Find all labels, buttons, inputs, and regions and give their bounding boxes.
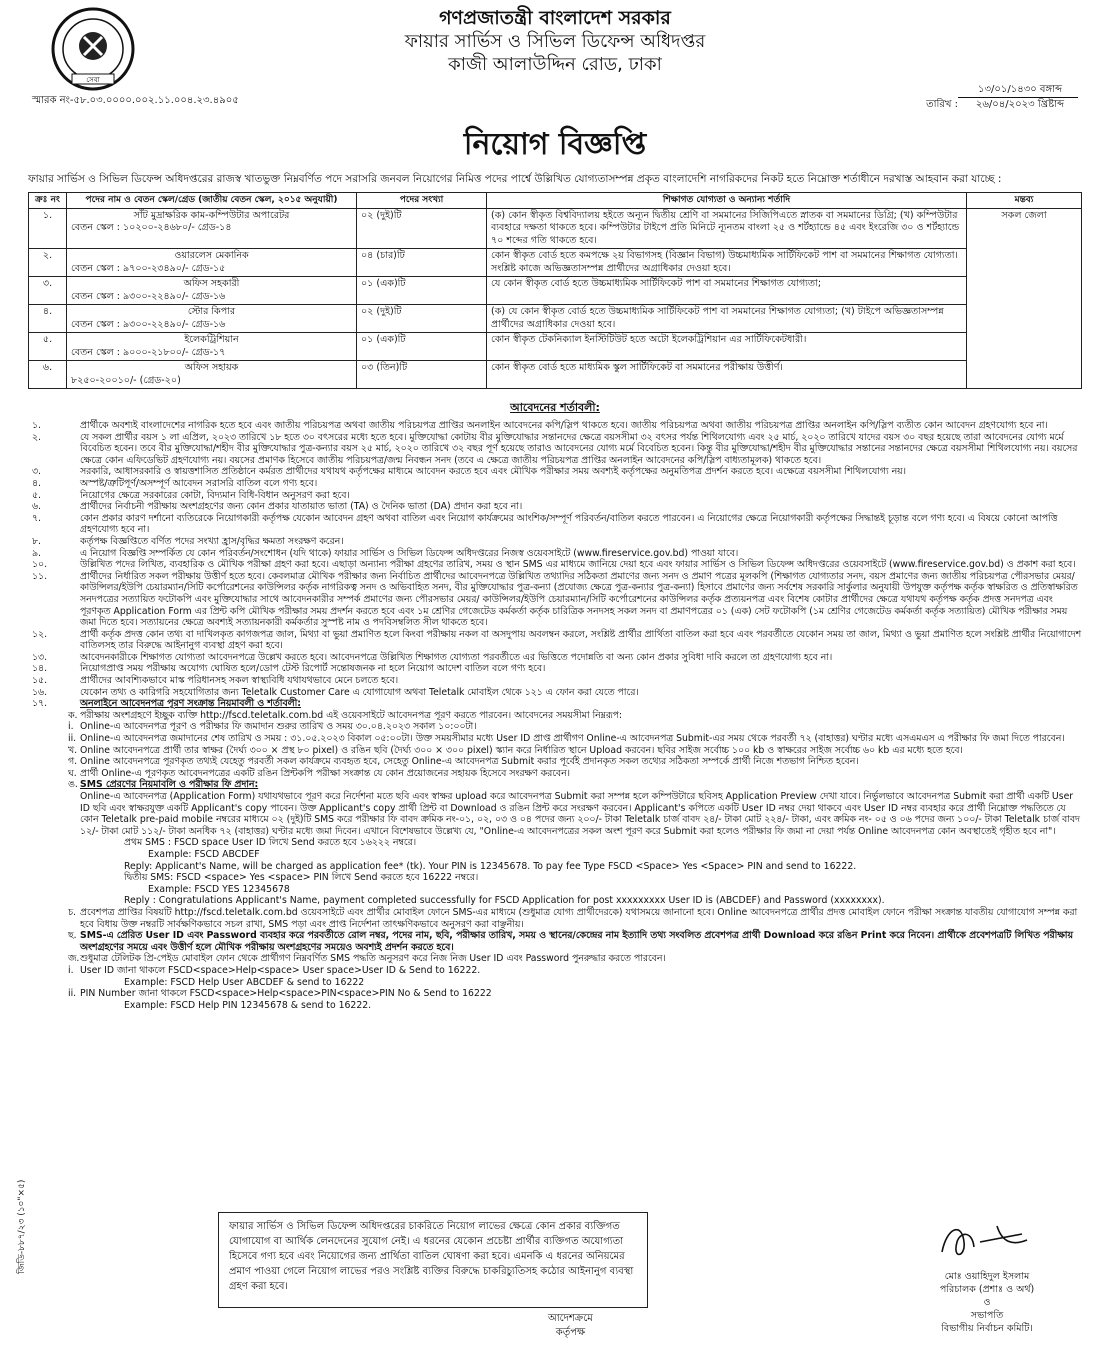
row-qualification: (ক) যে কোন স্বীকৃত বোর্ড হতে উচ্চমাধ্যমিক সার্টিফিকেট পাশ বা সমমানের শিক্ষাগত যোগ্যতা; (খ) টাইপে অভিজ্ঞতাসম্পন্ন প্রার্থীদের অগ্রাধিকার দেওয়া হবে। xyxy=(487,305,967,333)
row-qualification: (ক) কোন স্বীকৃত বিশ্ববিদ্যালয় হইতে অন্যূন দ্বিতীয় শ্রেণি বা সমমানের সিজিপিএতে স্নাতক বা সমমানের ডিগ্রি; (খ) কম্পিউটার ব্যবহারে দক্ষতা থাকতে হবে। কম্পিউটার টাইপে প্রতি মিনিটে ন্যূনতম বাংলা ২৫ ও শর্টহ্যান্ডে ৪৫ এবং ইংরেজি ৩০ ও শর্টহ্যান্ডে ৭০ শব্দের গতি থাকতে হবে। xyxy=(487,208,967,249)
row-count: ০২ (দুই)টি xyxy=(357,208,487,249)
online-rule-item xyxy=(28,721,1082,733)
sms-first-label: প্রথম SMS : xyxy=(124,837,171,849)
condition-item xyxy=(28,536,1082,548)
online-rule-item xyxy=(28,779,1082,791)
rule-number: ঙ. xyxy=(68,779,78,791)
recovery-example: Example: FSCD Help User ABCDEF & send to 16222 xyxy=(124,976,365,988)
conditions-list xyxy=(28,420,1082,1011)
row-qualification: কোন স্বীকৃত টেকনিক্যাল ইনস্টিটিউট হতে অটো ইলেকট্রিশিয়ান এর সার্টিফিকেটধারী। xyxy=(487,333,967,361)
row-count: ০৪ (চার)টি xyxy=(357,249,487,277)
row-remark: সকল জেলা xyxy=(967,208,1082,389)
condition-text: নিয়োগপ্রাপ্ত সময় পরীক্ষায় অযোগ্য ঘোষিত হলে/ডোপ টেস্ট রিপোর্ট সন্তোষজনক না হলে নিয়োগ আদেশ বাতিল বলে গণ্য হবে। xyxy=(80,663,546,675)
condition-item xyxy=(28,675,1082,687)
post-name: ইলেকট্রিশিয়ান xyxy=(184,334,239,345)
condition-number: ১০. xyxy=(32,559,48,571)
table-row xyxy=(29,208,1082,249)
condition-item xyxy=(28,466,1082,478)
condition-item xyxy=(28,571,1082,629)
online-rule-item xyxy=(28,930,1082,953)
rule-number: ছ. xyxy=(68,930,77,942)
condition-text: আবেদনকারীকে শিক্ষাগত যোগ্যতা আবেদনপত্রে উল্লেখ করতে হবে। আবেদনপত্রে উল্লিখিত শিক্ষাগত যোগ্যতা পরবর্তীতে এর ভিত্তিতে পদোন্নতি বা অন্য কোন প্রকার সুবিধা দাবি করলে তা গ্রহণযোগ্য হবে না। xyxy=(80,651,833,663)
notice-intro: ফায়ার সার্ভিস ও সিভিল ডিফেন্স অধিদপ্তরের রাজস্ব খাতভুক্ত নিম্নবর্ণিত পদে সরাসরি জনবল নিয়োগের নিমিত্ত পদের পার্শ্বে উল্লিখিত যোগ্যতাসম্পন্ন প্রকৃত বাংলাদেশি নাগরিকদের নিকট হতে নিম্নোক্ত শর্তাধীনে দরখাস্ত আহবান করা যাচ্ছে : xyxy=(28,173,1002,185)
vacancy-table xyxy=(28,192,1082,389)
post-name: অফিস সহকারী xyxy=(183,278,240,289)
post-name: ওয়ারলেস মেকানিক xyxy=(174,250,249,261)
date-english: ২৬/০৪/২০২৩ খ্রিষ্টাব্দ xyxy=(975,99,1065,110)
date-bangla: ১৩/০১/১৪৩০ বঙ্গাব্দ xyxy=(958,83,1078,98)
order-by xyxy=(548,1312,593,1340)
post-name: সাঁট মুদ্রাক্ষরিক কাম-কম্পিউটার অপারেটর xyxy=(133,209,290,221)
condition-number: ১৪. xyxy=(32,663,48,675)
conditions-title: আবেদনের শর্তাবলী: xyxy=(510,401,600,414)
condition-number: ১১. xyxy=(32,570,48,582)
rule-number: ii. xyxy=(68,733,77,745)
condition-text: উল্লিখিত পদের লিখিত, ব্যবহারিক ও মৌখিক পরীক্ষা গ্রহণ করা হবে। এছাড়া অন্যান্য পরীক্ষা গ্রহণের তারিখ, সময় ও স্থান SMS এর মাধ্যমে জানিয়ে দেয়া হবে এবং ফায়ার সার্ভিস ও সিভিল ডিফেন্স অধিদপ্তরের ওয়েবসাইটে (www.fireservice.gov.bd) ও প্রকাশ করা হবে। xyxy=(80,559,1076,571)
rule-number: ক. xyxy=(68,709,78,721)
condition-text: প্রার্থীদের নির্ধারিত সকল পরীক্ষায় উত্তীর্ণ হতে হবে। কেবলমাত্র মৌখিক পরীক্ষার জন্য নির্বাচিত প্রার্থীদের আবেদনপত্রে উল্লিখিত তথ্যাদির সঠিকতা প্রমাণের জন্য সনদ ও প্রমাণ পত্রের মূলকপি (শিক্ষাগত যোগ্যতার সনদ, বয়স প্রমাণের জন্য জাতীয় পরিচয়পত্র পৌরসভার মেয়র/কাউন্সিলর/ইউপি চেয়ারম্যান/সিটি কর্পোরেশনের কাউন্সিলর কর্তৃক নাগরিকত্ব সনদ ও অভিবাহিত সনদ, বীর মুক্তিযোদ্ধার পুত্র-কন্যা (প্রযোজ্য ক্ষেত্রে পুত্র-কন্যার পুত্র-কন্যা) হিসাবে প্রমাণের জন্য সর্বশেষ সরকারি সার্কুলার অনুযায়ী উপযুক্ত কর্তৃপক্ষ কর্তৃক স্বাক্ষরিত ও প্রতিস্বাক্ষরিত সনদপত্রের সত্যায়িত ফটোকপি এবং মুক্তিযোদ্ধার সাথে আবেদনকারীর সম্পর্ক প্রমাণের জন্য পৌরসভার মেয়র/ কাউন্সিলর/ইউপি চেয়ারম্যান/সিটি কর্পোরেশনের কাউন্সিলর কর্তৃক প্রত্যয়নপত্র এবং বিশেষ কোটার প্রার্থীদের ক্ষেত্রে যথাযথ কর্তৃপক্ষ কর্তৃক প্রদত্ত সনদপত্র এবং পূরণকৃত Application Form এর প্রিন্ট কপি মৌখিক পরীক্ষার সময় প্রদর্শন করতে হবে এবং ১ম শ্রেণির গেজেটেড কর্মকর্তা কর্তৃক চারিত্রিক সনদসহ সকল সনদ বা প্রমাণপত্রের ০১ (এক) সেট ফটোকপি (১ম শ্রেণির গেজেটেড কর্মকর্তা কর্তৃক সত্যায়িত) মৌখিক পরীক্ষার সময় জমা দিতে হবে। সত্যায়নের ক্ষেত্রে অবশ্যই সত্যায়নকারী কর্মকর্তার সুস্পষ্ট নাম ও পদবিসম্বলিত সীল থাকতে হবে। xyxy=(80,570,1078,629)
pay-scale: ৮২৫০-২০০১০/- (গ্রেড-২০) xyxy=(71,374,181,386)
rule-text: পরীক্ষায় অংশগ্রহণে ইচ্ছুক ব্যক্তি http://fscd.teletalk.com.bd এই ওয়েবসাইটে আবেদনপত্র পূরণ করতে পারবেন। আবেদনের সময়সীমা নিম্নরূপ: xyxy=(80,709,623,721)
condition-number: ১. xyxy=(32,420,41,431)
row-serial: ২. xyxy=(29,249,67,277)
row-post xyxy=(67,277,357,305)
row-serial: ৬. xyxy=(29,361,67,389)
condition-item xyxy=(28,478,1082,490)
online-rule-item xyxy=(28,745,1082,757)
row-count: ০১ (এক)টি xyxy=(357,333,487,361)
condition-number: ১৬. xyxy=(32,686,48,698)
col-post-name: পদের নাম ও বেতন স্কেল/গ্রেড (জাতীয় বেতন স্কেল, ২০১৫ অনুযায়ী) xyxy=(67,193,357,209)
reply-text: Applicant's Name, will be charged as application fee* (tk). Your PIN is 12345678. To pay fee Type FSCD <Space> Yes <Space> PIN and send to 16222. xyxy=(155,860,857,872)
condition-text: অস্পষ্ট/ত্রুটিপূর্ণ/অসম্পূর্ণ আবেদন সরাসরি বাতিল বলে গণ্য হবে। xyxy=(80,477,318,489)
condition-number: ২. xyxy=(32,431,41,443)
condition-item xyxy=(28,501,1082,513)
condition-item xyxy=(28,698,1082,710)
date-label: তারিখ : xyxy=(926,99,958,110)
row-qualification: কোন স্বীকৃত বোর্ড হতে কমপক্ষে ২য় বিভাগসহ (বিজ্ঞান বিভাগ) উচ্চমাধ্যমিক সার্টিফিকেট পাশ বা সমমানের শিক্ষাগত যোগ্যতা। সংশ্লিষ্ট কাজে অভিজ্ঞতাসম্পন্ন প্রার্থীদের অগ্রাধিকার দেওয়া হবে। xyxy=(487,249,967,277)
condition-item xyxy=(28,513,1082,536)
signatory-committee: বিভাগীয় নির্বাচন কমিটি। xyxy=(941,1323,1033,1334)
notice-footer xyxy=(17,1179,1082,1342)
sms-instructions-text: Online-এ আবেদনপত্র (Application Form) যথাযথভাবে পূরণ করে নির্দেশনা মতে ছবি এবং স্বাক্ষর upload করে আবেদনপত্র Submit করা সম্পন্ন হলে কম্পিউটারে ছবিসহ Application Preview দেখা যাবে। নির্ভুলভাবে আবেদনপত্র Submit করা প্রার্থী একটি User ID ছবি এবং স্বাক্ষরযুক্ত একটি Applicant's copy পাবেন। উক্ত Applicant's copy প্রার্থী প্রিন্ট বা Download ও রঙিন প্রিন্ট করে সংরক্ষণ করবেন। Applicant's কপিতে একটি User ID নম্বর দেয়া থাকবে এবং User ID নম্বর ব্যবহার করে প্রার্থী নিম্নোক্ত পদ্ধতিতে যে কোন Teletalk pre-paid mobile নম্বরের মাধ্যমে ০২ (দুই)টি SMS করে পরীক্ষার ফি বাবদ ক্রমিক নং-০১, ০২, ০৩ ও ০৪ পদের জন্য ২০০/- টাকা Teletalk চার্জ বাবদ ২৪/- টাকা মোট ২২৪/- টাকা, এবং ক্রমিক নং- ০৫ ও ০৬ পদের জন্য ১০০/- টাকা Teletalk চার্জ বাবদ ১২/- টাকা মোট ১১২/- টাকা অনধিক ৭২ (বাহাত্তর) ঘণ্টার মধ্যে জমা দিবেন। এখানে বিশেষভাবে উল্লেখ্য যে, "Online-এ আবেদনপত্রের সকল অংশ পূরণ করে Submit করা হলেও পরীক্ষার ফি জমা না দেয়া পর্যন্ত Online আবেদনপত্র কোন অবস্থাতেই গৃহীত হবে না"। xyxy=(80,791,1080,837)
condition-number: ১৫. xyxy=(32,675,48,687)
condition-number: ৯. xyxy=(32,547,41,559)
table-row xyxy=(29,333,1082,361)
condition-text: এ নিয়োগ বিজ্ঞপ্তি সম্পর্কিত যে কোন পরিবর্তন/সংশোধন (যদি থাকে) ফায়ার সার্ভিস ও সিভিল ডিফেন্স অধিদপ্তরের নিজস্ব ওয়েবসাইটে (www.fireservice.gov.bd) পাওয়া যাবে। xyxy=(80,547,739,559)
rule-text: শুধুমাত্র টেলিটক প্রি-পেইড মোবাইল ফোন থেকে প্রার্থীগণ নিম্নবর্ণিত SMS পদ্ধতি অনুসরণ করে নিজ নিজ User ID এবং Password পুনরুদ্ধার করতে পারবেন। xyxy=(80,953,666,965)
gd-code: জিডি-৮৮৭/২৩ (১০"×৫) xyxy=(17,1179,27,1274)
department-title: ফায়ার সার্ভিস ও সিভিল ডিফেন্স অধিদপ্তর xyxy=(404,31,706,52)
order-line: আদেশক্রমে xyxy=(548,1313,593,1324)
condition-number: ১২. xyxy=(32,628,48,640)
condition-text: কোন প্রকার কারণ দর্শানো ব্যতিরেকে নিয়োগকারী কর্তৃপক্ষ যেকোন আবেদন গ্রহণ অথবা বাতিল এবং নিয়োগ কার্যক্রমের আংশিক/সম্পূর্ণ পরিবর্তন/বাতিল করতে পারবেন। এ নিয়োগের ক্ষেত্রে নিয়োগকারী কর্তৃপক্ষের সিদ্ধান্তই চূড়ান্ত বলে গণ্য হবে। এ বিষয়ে কোনো আপত্তি গ্রহণযোগ্য হবে না। xyxy=(80,512,1058,536)
pay-scale: বেতন স্কেল : ১০২০০-২৪৬৮০/- গ্রেড-১৪ xyxy=(71,222,232,233)
row-count: ০২ (দুই)টি xyxy=(357,305,487,333)
memo-reference-number: স্মারক নং-৫৮.০৩.০০০০.০০২.১১.০০৪.২৩.৪৯০৫ xyxy=(32,95,239,106)
sms-reply-two: Reply : Congratulations Applicant's Name, payment completed successfully for FSCD Application for post xxxxxxxxx User ID is (ABCDEF) and Password (xxxxxxxx). xyxy=(124,895,885,907)
online-rule-item xyxy=(28,907,1082,930)
signatory-conjunction: ও xyxy=(983,1297,991,1308)
condition-number: ৫. xyxy=(32,489,41,501)
recovery-item xyxy=(28,988,1082,1000)
condition-text: যে সকল প্রার্থীর বয়স ১ লা এপ্রিল, ২০২৩ তারিখে ১৮ হতে ৩০ বৎসরের মধ্যে হতে হবে। মুক্তিযোদ্ধা কোটায় বীর মুক্তিযোদ্ধার সন্তানদের ক্ষেত্রে বয়সসীমা ৩২ বৎসর পর্যন্ত শিথিলযোগ্য এবং ২৫ মার্চ, ২০২০ তারিখে যাদের বয়স ৩০ বছর হয়েছে তারা আবেদনের যোগ্য মর্মে বিবেচিত হবেন। তবে বীর মুক্তিযোদ্ধা/শহীদ বীর মুক্তিযোদ্ধার পুত্র-কন্যার বয়স ২৫ মার্চ, ২০২০ তারিখে ৩২ বছর পূর্ণ হয়েছে তারাও আবেদনের যোগ্য মর্মে বিবেচিত হবেন। কিন্তু বীর মুক্তিযোদ্ধা/শহীদ বীর মুক্তিযোদ্ধার সন্তানের সন্তানদের ক্ষেত্রে বয়সসীমা শিথিলযোগ্য নয়। বয়সের ক্ষেত্রে কোন এফিডেভিট গ্রহণযোগ্য নয়। বয়সের প্রমাণক হিসেবে জাতীয় পরিচয়পত্র/জন্ম নিবন্ধন সনদ (তবে এ ক্ষেত্রে জাতীয় পরিচয়পত্র প্রাপ্তির অনলাইন আবেদনের কপি/স্লিপ বাধ্যতামূলক) থাকতে হবে। xyxy=(80,431,1078,466)
rule-number: খ. xyxy=(68,744,78,756)
condition-text: প্রার্থীদের আবশ্যিকভাবে মাস্ক পরিধানসহ সকল স্বাস্থ্যবিধি যথাযথভাবে মেনে চলতে হবে। xyxy=(80,675,399,687)
condition-number: ৩. xyxy=(32,466,41,478)
reply-label: Reply: xyxy=(124,860,153,872)
condition-item xyxy=(28,420,1082,432)
condition-text: যেকোন তথ্য ও কারিগরি সহযোগিতার জন্য Teletalk Customer Care এ যোগাযোগ অথবা Teletalk মোবাইল থেকে ১২১ এ ফোন করা যেতে পারে। xyxy=(80,686,639,698)
notice-date xyxy=(922,83,1078,112)
online-rule-item xyxy=(28,756,1082,768)
signatory-name: মোঃ ওয়াহিদুল ইসলাম xyxy=(944,1271,1030,1282)
warning-box: ফায়ার সার্ভিস ও সিভিল ডিফেন্স অধিদপ্তরের চাকরিতে নিয়োগ লাভের ক্ষেত্রে কোন প্রকার ব্যক্তিগত যোগাযোগ বা আর্থিক লেনদেনের সুযোগ নেই। এ ধরনের যেকোন প্রচেষ্টা প্রার্থীর ব্যক্তিগত অযোগ্যতা হিসেবে গণ্য হবে এবং নিয়োগের জন্য প্রার্থিতা বাতিল ঘোষণা করা হবে। এমনকি এ ধরনের অনিয়মের প্রমাণ পাওয়া গেলে নিয়োগ লাভের পরও সংশ্লিষ্ট ব্যক্তির বিরুদ্ধে চাকরিচ্যুতিসহ কঠোর আইনানুগ ব্যবস্থা গ্রহণ করা হবে। xyxy=(218,1212,648,1308)
rule-number: ঘ. xyxy=(68,767,77,779)
row-serial: ৪. xyxy=(29,305,67,333)
authority-line: কর্তৃপক্ষ xyxy=(555,1327,586,1338)
row-post xyxy=(67,208,357,249)
rule-text: SMS-এ প্রেরিত User ID এবং Password ব্যবহার করে পরবর্তীতে রোল নম্বর, পদের নাম, ছবি, পরীক্ষার তারিখ, সময় ও স্থানের/কেন্দ্রের নাম ইত্যাদি তথ্য সংবলিত প্রবেশপত্র প্রার্থী Download করে রঙিন Print করে নিবেন। প্রার্থীকে প্রবেশপত্রটি লিখিত পরীক্ষায় অংশগ্রহণের সময়ে এবং উত্তীর্ণ হলে মৌখিক পরীক্ষায় অংশগ্রহণের সময়েও অবশ্যই প্রদর্শন করতে হবে। xyxy=(80,930,1073,953)
online-rule-item xyxy=(28,768,1082,780)
table-row xyxy=(29,277,1082,305)
condition-text: প্রার্থী কর্তৃক প্রদত্ত কোন তথ্য বা দাখিলকৃত কাগজপত্র জাল, মিথ্যা বা ভুয়া প্রমাণিত হলে কিংবা পরীক্ষায় নকল বা অসদুপায় অবলম্বন করলে, সংশ্লিষ্ট প্রার্থীর প্রার্থিতা বাতিল করা হবে এবং পরবর্তীতে যেকোন সময় তা জাল, মিথ্যা ও ভুয়া প্রমাণিত হলে সংশ্লিষ্ট প্রার্থীর নিয়োগাদেশ বাতিলসহ তার বিরুদ্ধে আইনানুগ ব্যবস্থা গ্রহণ করা হবে। xyxy=(80,628,1082,652)
signature-block xyxy=(902,1212,1072,1335)
sms-second xyxy=(28,872,1082,884)
row-serial: ১. xyxy=(29,208,67,249)
row-post xyxy=(67,361,357,389)
row-post xyxy=(67,249,357,277)
table-row xyxy=(29,305,1082,333)
signature-icon xyxy=(902,1212,1072,1266)
condition-item xyxy=(28,490,1082,502)
rule-text: Online আবেদনপত্রে পূরণকৃত তথ্যই যেহেতু পরবর্তী সকল কার্যক্রমে ব্যবহৃত হবে, সেহেতু Online-এ আবেদনপত্র Submit করার পূর্বেই প্রদানকৃত সকল তথ্যের সঠিকতা সম্পর্কে প্রার্থী নিজে শতভাগ নিশ্চিত হবেন। xyxy=(80,756,859,768)
rule-text: Online-এ আবেদনপত্র জমাদানের শেষ তারিখ ও সময় : ৩১.০৫.২০২৩ বিকাল ০৫:০০টা। উক্ত সময়সীমার মধ্যে User ID প্রাপ্ত প্রার্থীগণ Online-এ আবেদনপত্র Submit-এর সময় থেকে পরবর্তী ৭২ (বাহাত্তর) ঘণ্টার মধ্যে এসএমএস এ পরীক্ষার ফি জমা দিতে পারবেন। xyxy=(80,733,1065,745)
col-remark: মন্তব্য xyxy=(967,193,1082,209)
rule-number: i. xyxy=(68,721,74,733)
online-rule-item xyxy=(28,733,1082,745)
rule-text: PIN Number জানা থাকলে FSCD<space>Help<space>PIN<space>PIN No & Send to 16222 xyxy=(80,988,492,1000)
condition-item xyxy=(28,687,1082,699)
sms-first xyxy=(28,837,1082,849)
pay-scale: বেতন স্কেল : ৯০০০-২১৮০০/- গ্রেড-১৭ xyxy=(71,346,226,358)
post-name: অফিস সহায়ক xyxy=(184,362,239,373)
rule-number: জ. xyxy=(68,953,80,965)
rule-number: ii. xyxy=(68,988,77,1000)
row-serial: ৫. xyxy=(29,333,67,361)
condition-text: সরকারি, আধাসরকারি ও স্বায়ত্তশাসিত প্রতিষ্ঠানে কর্মরত প্রার্থীদের যথাযথ কর্তৃপক্ষের মাধ্যমে আবেদন করতে হবে এবং মৌখিক পরীক্ষার সময় অবশ্যই কর্তৃপক্ষের অনুমতিপত্র প্রদর্শন করতে হবে। এক্ষেত্রে বয়সসীমা শিথিলযোগ্য নয়। xyxy=(80,466,906,478)
sms-second-label: দ্বিতীয় SMS: xyxy=(124,872,174,884)
row-count: ০৩ (তিন)টি xyxy=(357,361,487,389)
condition-text: কর্তৃপক্ষ বিজ্ঞপ্তিতে বর্ণিত পদের সংখ্যা হ্রাস/বৃদ্ধির ক্ষমতা সংরক্ষণ করেন। xyxy=(80,535,344,547)
signatory-role: সভাপতি xyxy=(970,1310,1004,1321)
sms-first-text: FSCD space User ID লিখে Send করতে হবে ১৬২২২ নম্বরে। xyxy=(173,837,417,849)
rule-text: Online আবেদনপত্রে প্রার্থী তার স্বাক্ষর (দৈর্ঘ্য ৩০০ × প্রস্থ ৮০ pixel) ও রঙিন ছবি (দৈর্ঘ্য ৩০০ × ৩০০ pixel) স্ক্যান করে নির্ধারিত স্থানে Upload করবেন। ছবির সাইজ সর্বোচ্চ ১০০ kb ও স্বাক্ষরের সাইজ সর্বোচ্চ ৬০ kb এর মধ্যে হতে হবে। xyxy=(80,744,963,756)
rule-text: SMS প্রেরণের নিয়মাবলি ও পরীক্ষার ফি প্রদান: xyxy=(80,779,259,791)
sms-first-example: Example: FSCD ABCDEF xyxy=(148,848,260,860)
table-row xyxy=(29,249,1082,277)
row-post xyxy=(67,333,357,361)
svg-text:সেবা: সেবা xyxy=(86,76,100,84)
sms-reply-one xyxy=(28,861,1082,873)
pay-scale: বেতন স্কেল : ৯৩০০-২২৪৯০/- গ্রেড-১৬ xyxy=(71,290,226,302)
rule-text: Online-এ আবেদনপত্র পূরণ ও পরীক্ষার ফি জমাদান শুরুর তারিখ ও সময় ৩০.০৪.২০২৩ সকাল ১০:০০টা। xyxy=(80,721,477,733)
rule-number: চ. xyxy=(68,906,76,918)
online-rule-item xyxy=(28,710,1082,722)
condition-number: ১৩. xyxy=(32,651,48,663)
condition-text: প্রার্থীকে অবশ্যই বাংলাদেশের নাগরিক হতে হবে এবং জাতীয় পরিচয়পত্র অথবা জাতীয় পরিচয়পত্র প্রাপ্তির অনলাইন আবেদনের কপি/স্লিপ থাকতে হবে। জাতীয় পরিচয়পত্র অথবা জাতীয় পরিচয়পত্র প্রাপ্তির অনলাইন কপি/স্লিপ ব্যতীত কোন আবেদন গ্রহণযোগ্য হবে না। xyxy=(80,420,1048,431)
sms-second-text: FSCD <space> Yes <space> PIN লিখে Send করতে হবে 16222 নম্বরে। xyxy=(176,872,479,884)
condition-item xyxy=(28,663,1082,675)
condition-number: ৮. xyxy=(32,535,41,547)
condition-item xyxy=(28,548,1082,560)
col-post-count: পদের সংখ্যা xyxy=(357,193,487,209)
row-serial: ৩. xyxy=(29,277,67,305)
row-post xyxy=(67,305,357,333)
post-name: স্টোর কিপার xyxy=(187,306,236,317)
condition-item xyxy=(28,559,1082,571)
row-qualification: যে কোন স্বীকৃত বোর্ড হতে উচ্চমাধ্যমিক সার্টিফিকেট পাশ বা সমমানের শিক্ষাগত যোগ্যতা; xyxy=(487,277,967,305)
condition-item xyxy=(28,432,1082,467)
government-title: গণপ্রজাতন্ত্রী বাংলাদেশ সরকার xyxy=(439,7,671,29)
rule-text: User ID জানা থাকলে FSCD<space>Help<space> User space>User ID & Send to 16222. xyxy=(80,964,481,976)
condition-number: ৪. xyxy=(32,477,41,489)
department-address: কাজী আলাউদ্দিন রোড, ঢাকা xyxy=(448,54,662,75)
col-qualification: শিক্ষাগত যোগ্যতা ও অন্যান্য শর্তাদি xyxy=(487,193,967,209)
col-serial: ক্রঃ নং xyxy=(29,193,67,209)
condition-text: প্রার্থীদের নির্বাচনী পরীক্ষায় অংশগ্রহণের জন্য কোন প্রকার যাতায়াত ভাতা (TA) ও দৈনিক ভাতা (DA) প্রদান করা হবে না। xyxy=(80,501,523,513)
fire-service-emblem-icon xyxy=(50,6,136,92)
notice-header xyxy=(28,0,1082,108)
rule-number: গ. xyxy=(68,756,78,768)
online-rule-item xyxy=(28,953,1082,965)
condition-number: ৬. xyxy=(32,501,41,513)
rule-number: i. xyxy=(68,964,74,976)
pay-scale: বেতন স্কেল : ৯৩০০-২২৪৯০/- গ্রেড-১৬ xyxy=(71,318,226,330)
condition-item xyxy=(28,629,1082,652)
condition-text: অনলাইনে আবেদনপত্র পূরণ সংক্রান্ত নিয়মাবলী ও শর্তাবলী: xyxy=(80,698,301,710)
sms-instructions xyxy=(28,791,1082,837)
pay-scale: বেতন স্কেল : ৯৭০০-২৩৪৯০/- গ্রেড-১৫ xyxy=(71,262,226,274)
row-qualification: কোন স্বীকৃত বোর্ড হতে মাধ্যমিক স্কুল সার্টিফিকেট বা সমমানের পরীক্ষায় উত্তীর্ণ। xyxy=(487,361,967,389)
sms-second-example: Example: FSCD YES 12345678 xyxy=(148,883,290,895)
condition-text: নিয়োগের ক্ষেত্রে সরকারের কোটা, বিদ্যমান বিধি-বিধান অনুসরণ করা হবে। xyxy=(80,489,350,501)
row-count: ০১ (এক)টি xyxy=(357,277,487,305)
recovery-example: Example: FSCD Help PIN 12345678 & send to 16222. xyxy=(124,999,372,1011)
condition-number: ১৭. xyxy=(32,698,48,710)
condition-number: ৭. xyxy=(32,512,41,524)
condition-item xyxy=(28,652,1082,664)
rule-text: প্রবেশপত্র প্রাপ্তির বিষয়টি http://fscd.teletalk.com.bd ওয়েবসাইটে এবং প্রার্থীর মোবাইল ফোনে SMS-এর মাধ্যমে (শুধুমাত্র যোগ্য প্রার্থীদেরকে) যথাসময়ে জানানো হবে। Online আবেদনপত্রে প্রার্থীর প্রদত্ত মোবাইল ফোনে পরীক্ষা সংক্রান্ত যাবতীয় যোগাযোগ সম্পন্ন করা হবে বিধায় উক্ত নম্বরটি সার্বক্ষণিকভাবে সচল রাখা, SMS পড়া এবং প্রাপ্ত নির্দেশনা তাৎক্ষণিকভাবে অনুসরণ করা বাঞ্ছনীয়। xyxy=(80,906,1078,930)
recovery-item xyxy=(28,965,1082,977)
table-row xyxy=(29,361,1082,389)
signatory-title: পরিচালক (প্রশাঃ ও অর্থ) xyxy=(939,1284,1035,1295)
rule-text: প্রার্থী Online-এ পূরণকৃত আবেদনপত্রের একটি রঙিন প্রিন্টকপি পরীক্ষা সংক্রান্ত যে কোন প্রয়োজনের সহায়ক হিসেবে সংরক্ষণ করবেন। xyxy=(80,767,570,779)
vacancy-table-header xyxy=(29,193,1082,209)
notice-title: নিয়োগ বিজ্ঞপ্তি xyxy=(463,127,647,162)
